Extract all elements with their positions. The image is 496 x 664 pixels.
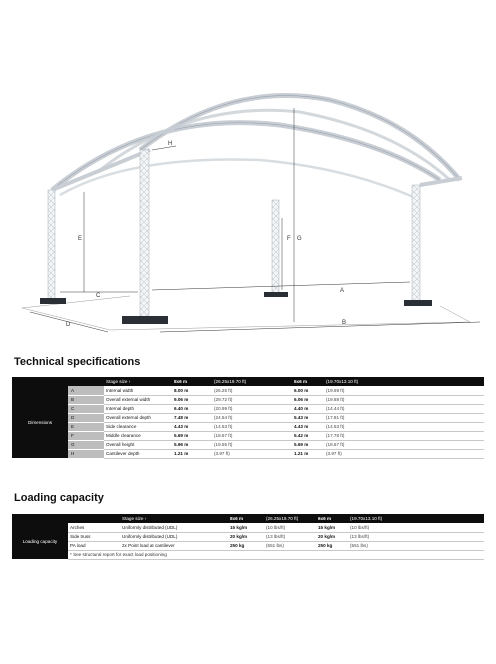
- dimensions-group-label: Dimensions: [12, 386, 68, 458]
- row-key: E: [68, 422, 104, 431]
- table-row: [12, 404, 484, 413]
- size-1-label: 8x6 m: [228, 514, 264, 523]
- stage-roof-truss-diagram: [0, 60, 496, 350]
- value-size-1: 7.48 m: [172, 413, 212, 422]
- table-row: [12, 541, 484, 550]
- value-size-1: 5.96 m: [172, 440, 212, 449]
- size-2-imperial: (19.70x13.10 ft): [348, 514, 484, 523]
- value-size-1: 6.40 m: [172, 404, 212, 413]
- value-size-1-imperial: (13 lbs/ft): [264, 532, 316, 541]
- loading-header-row: [12, 514, 484, 523]
- value-size-2: 5.69 m: [292, 440, 324, 449]
- value-size-2-imperial: (18.67 ft): [324, 440, 484, 449]
- arch-trusses: [52, 96, 460, 200]
- value-size-1-imperial: (29.72 ft): [212, 395, 292, 404]
- row-label: Internal width: [104, 386, 172, 395]
- table-row: [12, 386, 484, 395]
- value-size-2: 6.00 m: [292, 386, 324, 395]
- row-key: D: [68, 413, 104, 422]
- value-size-2: 20 kg/m: [316, 532, 348, 541]
- value-size-1: 250 kg: [228, 541, 264, 550]
- structural-note: * See structural report for exact load positioning: [68, 550, 484, 559]
- dim-label-f: F: [287, 236, 291, 242]
- dim-label-e: E: [78, 236, 83, 242]
- row-label: Cantilever depth: [104, 449, 172, 458]
- stage-size-label: Stage size ›: [120, 514, 228, 523]
- dim-label-c: C: [96, 293, 101, 299]
- value-size-1-imperial: (24.54 ft): [212, 413, 292, 422]
- note-row: [12, 550, 484, 559]
- technical-specifications-title: Technical specifications: [14, 356, 141, 368]
- value-size-1-imperial: (19.55 ft): [212, 440, 292, 449]
- size-1-label: 8x6 m: [172, 377, 212, 386]
- size-2-imperial: (19.70x13.10 ft): [324, 377, 484, 386]
- row-label: Middle clearance: [104, 431, 172, 440]
- row-label: Overall height: [104, 440, 172, 449]
- value-size-1: 20 kg/m: [228, 532, 264, 541]
- value-size-2: 4.43 m: [292, 422, 324, 431]
- spec-header-row: [12, 377, 484, 386]
- size-2-label: 6x6 m: [316, 514, 348, 523]
- table-row: [12, 532, 484, 541]
- technical-specifications-table: [12, 377, 484, 459]
- dim-label-h: H: [168, 141, 173, 147]
- row-label: Uniformly distributed (UDL): [120, 523, 228, 532]
- row-label: Overall external width: [104, 395, 172, 404]
- value-size-2-imperial: (19.69 ft): [324, 386, 484, 395]
- value-size-2: 1.21 m: [292, 449, 324, 458]
- row-key: PA load: [68, 541, 120, 550]
- value-size-2: 250 kg: [316, 541, 348, 550]
- dim-label-g: G: [297, 236, 302, 242]
- value-size-2-imperial: (14.44 ft): [324, 404, 484, 413]
- value-size-1: 5.69 m: [172, 431, 212, 440]
- value-size-2-imperial: (19.88 ft): [324, 395, 484, 404]
- value-size-1-imperial: (20.99 ft): [212, 404, 292, 413]
- size-1-imperial: (26.25x19.70 ft): [264, 514, 316, 523]
- row-label: Side clearance: [104, 422, 172, 431]
- row-key: Arches: [68, 523, 120, 532]
- ground-plane: [22, 296, 470, 330]
- value-size-2: 5.43 m: [292, 413, 324, 422]
- row-key: G: [68, 440, 104, 449]
- loading-capacity-table: [12, 514, 484, 560]
- stage-size-label: Stage size ›: [104, 377, 172, 386]
- table-row: [12, 431, 484, 440]
- value-size-2-imperial: (14.53 ft): [324, 422, 484, 431]
- value-size-1: 15 kg/m: [228, 523, 264, 532]
- dim-label-b: B: [342, 320, 347, 326]
- value-size-1-imperial: (551 lbs): [264, 541, 316, 550]
- table-row: [12, 395, 484, 404]
- value-size-1-imperial: (26.25 ft): [212, 386, 292, 395]
- value-size-1: 4.43 m: [172, 422, 212, 431]
- row-key: Side truss: [68, 532, 120, 541]
- value-size-2: 6.06 m: [292, 395, 324, 404]
- table-row: [12, 413, 484, 422]
- value-size-2-imperial: (17.81 ft): [324, 413, 484, 422]
- row-label: Uniformly distributed (UDL): [120, 532, 228, 541]
- loading-capacity-title: Loading capacity: [14, 492, 104, 504]
- size-2-label: 6x6 m: [292, 377, 324, 386]
- row-key: F: [68, 431, 104, 440]
- value-size-2-imperial: (3.97 ft): [324, 449, 484, 458]
- value-size-2-imperial: (13 lbs/ft): [348, 532, 484, 541]
- value-size-1-imperial: (14.53 ft): [212, 422, 292, 431]
- dim-label-d: D: [66, 322, 71, 328]
- value-size-1: 8.00 m: [172, 386, 212, 395]
- value-size-2-imperial: (10 lbs/ft): [348, 523, 484, 532]
- table-row: [12, 523, 484, 532]
- value-size-1: 9.06 m: [172, 395, 212, 404]
- table-row: [12, 449, 484, 458]
- value-size-2-imperial: (551 lbs): [348, 541, 484, 550]
- value-size-2: 15 kg/m: [316, 523, 348, 532]
- row-key: H: [68, 449, 104, 458]
- dim-label-a: A: [340, 288, 345, 294]
- row-label: Overall external depth: [104, 413, 172, 422]
- value-size-1-imperial: (18.67 ft): [212, 431, 292, 440]
- value-size-1-imperial: (3.97 ft): [212, 449, 292, 458]
- table-row: [12, 440, 484, 449]
- row-key: A: [68, 386, 104, 395]
- row-label: Internal depth: [104, 404, 172, 413]
- loading-capacity-group-label: Loading capacity: [12, 523, 68, 559]
- value-size-2: 5.42 m: [292, 431, 324, 440]
- value-size-2-imperial: (17.78 ft): [324, 431, 484, 440]
- row-key: C: [68, 404, 104, 413]
- value-size-1-imperial: (10 lbs/ft): [264, 523, 316, 532]
- value-size-1: 1.21 m: [172, 449, 212, 458]
- size-1-imperial: (26.25x19.70 ft): [212, 377, 292, 386]
- value-size-2: 4.40 m: [292, 404, 324, 413]
- table-row: [12, 422, 484, 431]
- row-key: B: [68, 395, 104, 404]
- row-label: 2x Point load at cantilever: [120, 541, 228, 550]
